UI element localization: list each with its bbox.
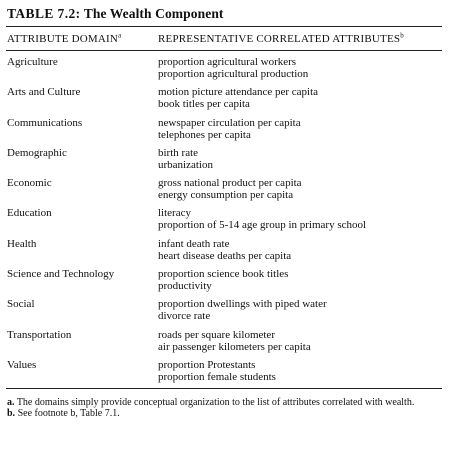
attribute-line: motion picture attendance per capita	[158, 86, 319, 99]
header-footnote-a: a	[118, 31, 122, 40]
table-row	[6, 268, 442, 292]
correlated-attributes-cell	[158, 238, 442, 262]
table-row	[6, 117, 442, 141]
attribute-line: air passenger kilometers per capita	[158, 340, 311, 353]
attribute-domain-cell: Economic	[7, 177, 52, 190]
correlated-attributes-cell	[158, 147, 442, 171]
attribute-line: proportion of 5-14 age group in primary school	[158, 219, 367, 232]
header-attribute-domain: ATTRIBUTE DOMAIN$^a$	[7, 31, 122, 45]
attribute-line: energy consumption per capita	[158, 189, 294, 202]
table-body	[6, 51, 442, 383]
attribute-domain-cell: Education	[7, 207, 52, 220]
table-row	[6, 329, 442, 353]
footnote-mark: a.	[7, 396, 15, 408]
attribute-domain-cell: Science and Technology	[7, 268, 115, 281]
attribute-line: birth rate	[158, 146, 199, 159]
attribute-domain-cell: Communications	[7, 116, 83, 129]
footnote-mark: b.	[7, 408, 16, 420]
table-row	[6, 359, 442, 383]
attribute-line: proportion female students	[158, 370, 276, 383]
attribute-domain-cell: Demographic	[7, 146, 67, 159]
correlated-attributes-cell	[158, 56, 442, 80]
attribute-domain-cell: Arts and Culture	[7, 86, 81, 99]
table-header	[6, 27, 442, 50]
table-number: TABLE 7.2:	[7, 6, 81, 21]
attribute-line: book titles per capita	[158, 98, 250, 111]
attribute-domain-cell: Values	[7, 358, 37, 371]
correlated-attributes-cell	[158, 86, 442, 110]
table-row	[6, 147, 442, 171]
correlated-attributes-cell	[158, 117, 442, 141]
attribute-line: divorce rate	[158, 310, 211, 323]
table-title-text: The Wealth Component	[83, 6, 224, 21]
table-row	[6, 56, 442, 80]
attribute-line: gross national product per capita	[158, 177, 302, 190]
footnote	[7, 397, 442, 409]
header-correlated-attributes: REPRESENTATIVE CORRELATED ATTRIBUTES$^b$	[158, 31, 404, 45]
attribute-line: proportion dwellings with piped water	[158, 298, 327, 311]
attribute-line: newspaper circulation per capita	[158, 116, 301, 129]
table-row	[6, 177, 442, 201]
table-row	[6, 238, 442, 262]
attribute-line: infant death rate	[158, 237, 230, 250]
attribute-line: heart disease deaths per capita	[158, 249, 292, 262]
attribute-line: productivity	[158, 280, 212, 293]
correlated-attributes-cell	[158, 359, 442, 383]
table-row	[6, 207, 442, 231]
attribute-domain-cell: Agriculture	[7, 56, 58, 68]
correlated-attributes-cell	[158, 329, 442, 353]
attribute-domain-cell: Transportation	[7, 328, 72, 341]
attribute-line: telephones per capita	[158, 128, 251, 141]
attribute-line: proportion science book titles	[158, 268, 289, 281]
correlated-attributes-cell	[158, 177, 442, 201]
attribute-line: roads per square kilometer	[158, 328, 275, 341]
attribute-line: proportion Protestants	[158, 358, 256, 371]
footnote-text: See footnote b, Table 7.1.	[17, 408, 120, 420]
attribute-domain-cell: Social	[7, 298, 35, 311]
table-row	[6, 86, 442, 110]
footnote-text: The domains simply provide conceptual organization to the list of attributes correlated with wealth.	[16, 396, 415, 408]
correlated-attributes-cell	[158, 207, 442, 231]
attribute-line: urbanization	[158, 158, 213, 171]
attribute-line: proportion agricultural workers	[158, 56, 297, 68]
table-row	[6, 298, 442, 322]
attribute-line: literacy	[158, 207, 191, 220]
attribute-domain-cell: Health	[7, 237, 37, 250]
correlated-attributes-cell	[158, 268, 442, 292]
header-footnote-b: b	[400, 31, 404, 40]
correlated-attributes-cell	[158, 298, 442, 322]
table-title	[7, 6, 442, 22]
footnotes	[6, 389, 442, 420]
attribute-line: proportion agricultural production	[158, 68, 309, 80]
footnote	[7, 408, 442, 420]
